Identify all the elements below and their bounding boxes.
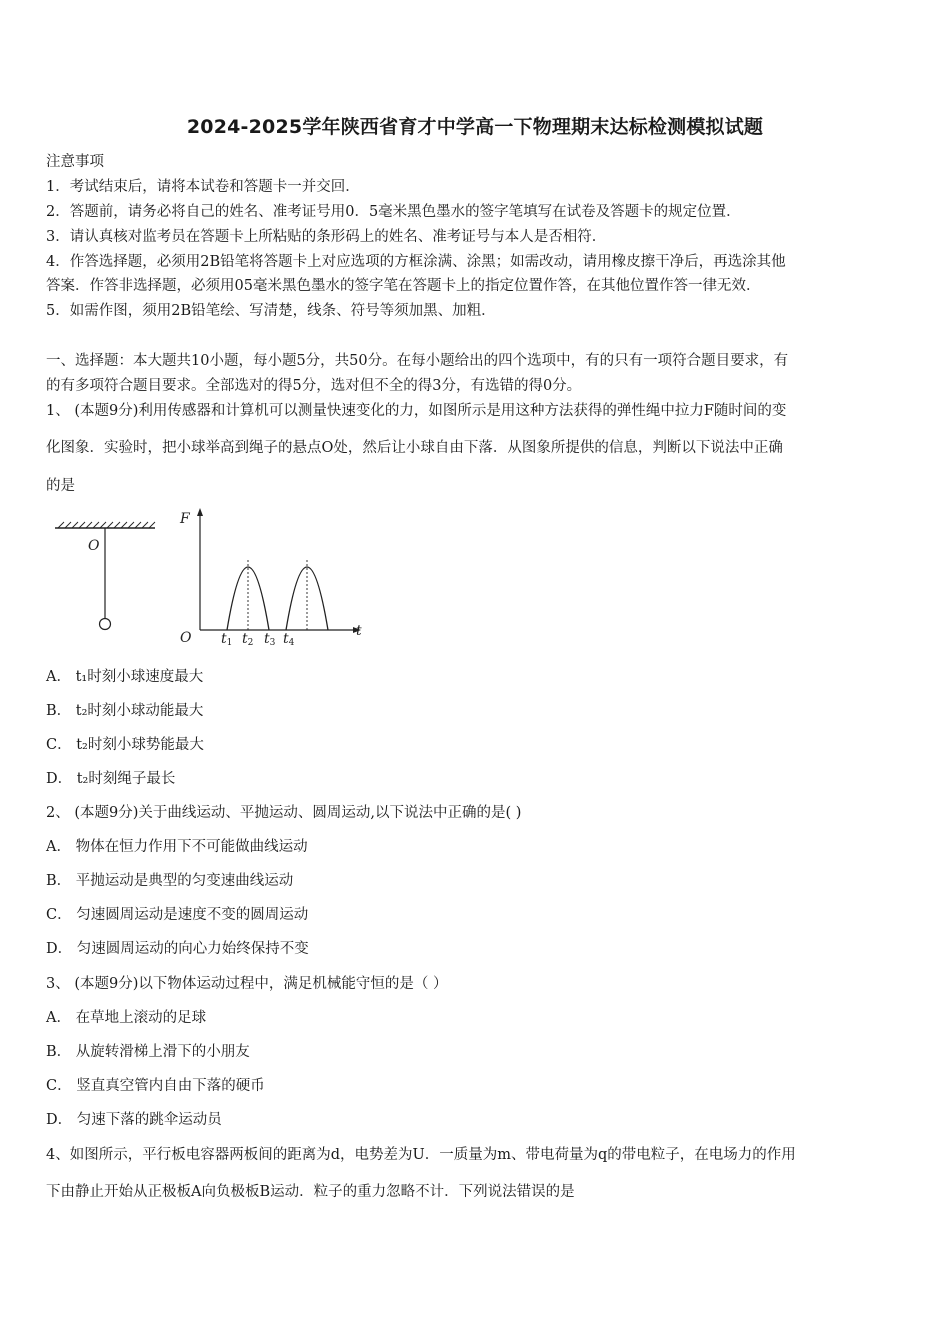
q1-option-a: A． t₁时刻小球速度最大 — [46, 669, 204, 685]
q3-option-a: A． 在草地上滚动的足球 — [46, 1010, 207, 1026]
q2-stem: 2、 (本题9分)关于曲线运动、平抛运动、圆周运动,以下说法中正确的是( ) — [46, 805, 522, 821]
q4-stem-line2: 下由静止开始从正极板A向负极板B运动．粒子的重力忽略不计．下列说法错误的是 — [46, 1184, 575, 1200]
notice-heading: 注意事项 — [46, 154, 104, 170]
section1-intro-line1: 一、选择题：本大题共10小题，每小题5分，共50分。在每小题给出的四个选项中，有的只有一项符合题目要求，有 — [46, 353, 789, 369]
pendulum-diagram — [55, 522, 155, 630]
q1-option-d: D． t₂时刻绳子最长 — [46, 771, 176, 787]
f-axis-label: F — [180, 511, 190, 527]
page-title: 2024-2025学年陕西省育才中学高一下物理期末达标检测模拟试题 — [186, 116, 764, 138]
force-time-graph — [179, 508, 362, 648]
q1-figure — [50, 505, 370, 650]
tick-t4: t4 — [283, 631, 295, 648]
notice-item-2: 2．答题前，请务必将自己的姓名、准考证号用0．5毫米黑色墨水的签字笔填写在试卷及答题卡的规定位置． — [46, 204, 741, 220]
ball-icon — [100, 619, 111, 630]
q2-option-d: D． 匀速圆周运动的向心力始终保持不变 — [46, 941, 309, 957]
q1-stem-line2: 化图象．实验时，把小球举高到绳子的悬点O处，然后让小球自由下落．从图象所提供的信息，判断以下说法中正确 — [46, 440, 783, 456]
q3-option-d: D． 匀速下落的跳伞运动员 — [46, 1112, 222, 1128]
q2-option-b: B． 平抛运动是典型的匀变速曲线运动 — [46, 873, 294, 889]
t-axis-label: t — [356, 623, 362, 639]
q3-option-c: C． 竖直真空管内自由下落的硬币 — [46, 1078, 265, 1094]
q1-option-c: C． t₂时刻小球势能最大 — [46, 737, 204, 753]
section1-intro-line2: 的有多项符合题目要求。全部选对的得5分，选对但不全的得3分，有选错的得0分。 — [46, 378, 582, 394]
q2-option-c: C． 匀速圆周运动是速度不变的圆周运动 — [46, 907, 309, 923]
q3-option-b: B． 从旋转滑梯上滑下的小朋友 — [46, 1044, 250, 1060]
notice-item-4: 4．作答选择题，必须用2B铅笔将答题卡上对应选项的方框涂满、涂黑；如需改动，请用橡皮擦干净后，再选涂其他 — [46, 254, 786, 270]
suspension-point-label: O — [88, 538, 100, 554]
tick-t1: t1 — [221, 631, 233, 648]
notice-item-3: 3．请认真核对监考员在答题卡上所粘贴的条形码上的姓名、准考证号与本人是否相符． — [46, 229, 607, 245]
q1-stem-line1: 1、 (本题9分)利用传感器和计算机可以测量快速变化的力，如图所示是用这种方法获得的弹性绳中拉力F随时间的变 — [46, 403, 787, 419]
notice-item-5: 5．如需作图，须用2B铅笔绘、写清楚，线条、符号等须加黑、加粗． — [46, 303, 496, 319]
notice-item-1: 1．考试结束后，请将本试卷和答题卡一并交回． — [46, 179, 360, 195]
origin-label: O — [180, 630, 192, 646]
tick-t3: t3 — [264, 631, 276, 648]
notice-item-4-cont: 答案．作答非选择题，必须用05毫米黑色墨水的签字笔在答题卡上的指定位置作答，在其他位置作答一律无效． — [46, 278, 761, 294]
q3-stem: 3、 (本题9分)以下物体运动过程中，满足机械能守恒的是（ ） — [46, 976, 448, 992]
q4-stem-line1: 4、如图所示，平行板电容器两板间的距离为d，电势差为U．一质量为m、带电荷量为q的带电粒子，在电场力的作用 — [46, 1147, 796, 1163]
q2-option-a: A． 物体在恒力作用下不可能做曲线运动 — [46, 839, 308, 855]
tick-t2: t2 — [242, 631, 254, 648]
q1-option-b: B． t₂时刻小球动能最大 — [46, 703, 204, 719]
q1-stem-line3: 的是 — [46, 478, 75, 494]
